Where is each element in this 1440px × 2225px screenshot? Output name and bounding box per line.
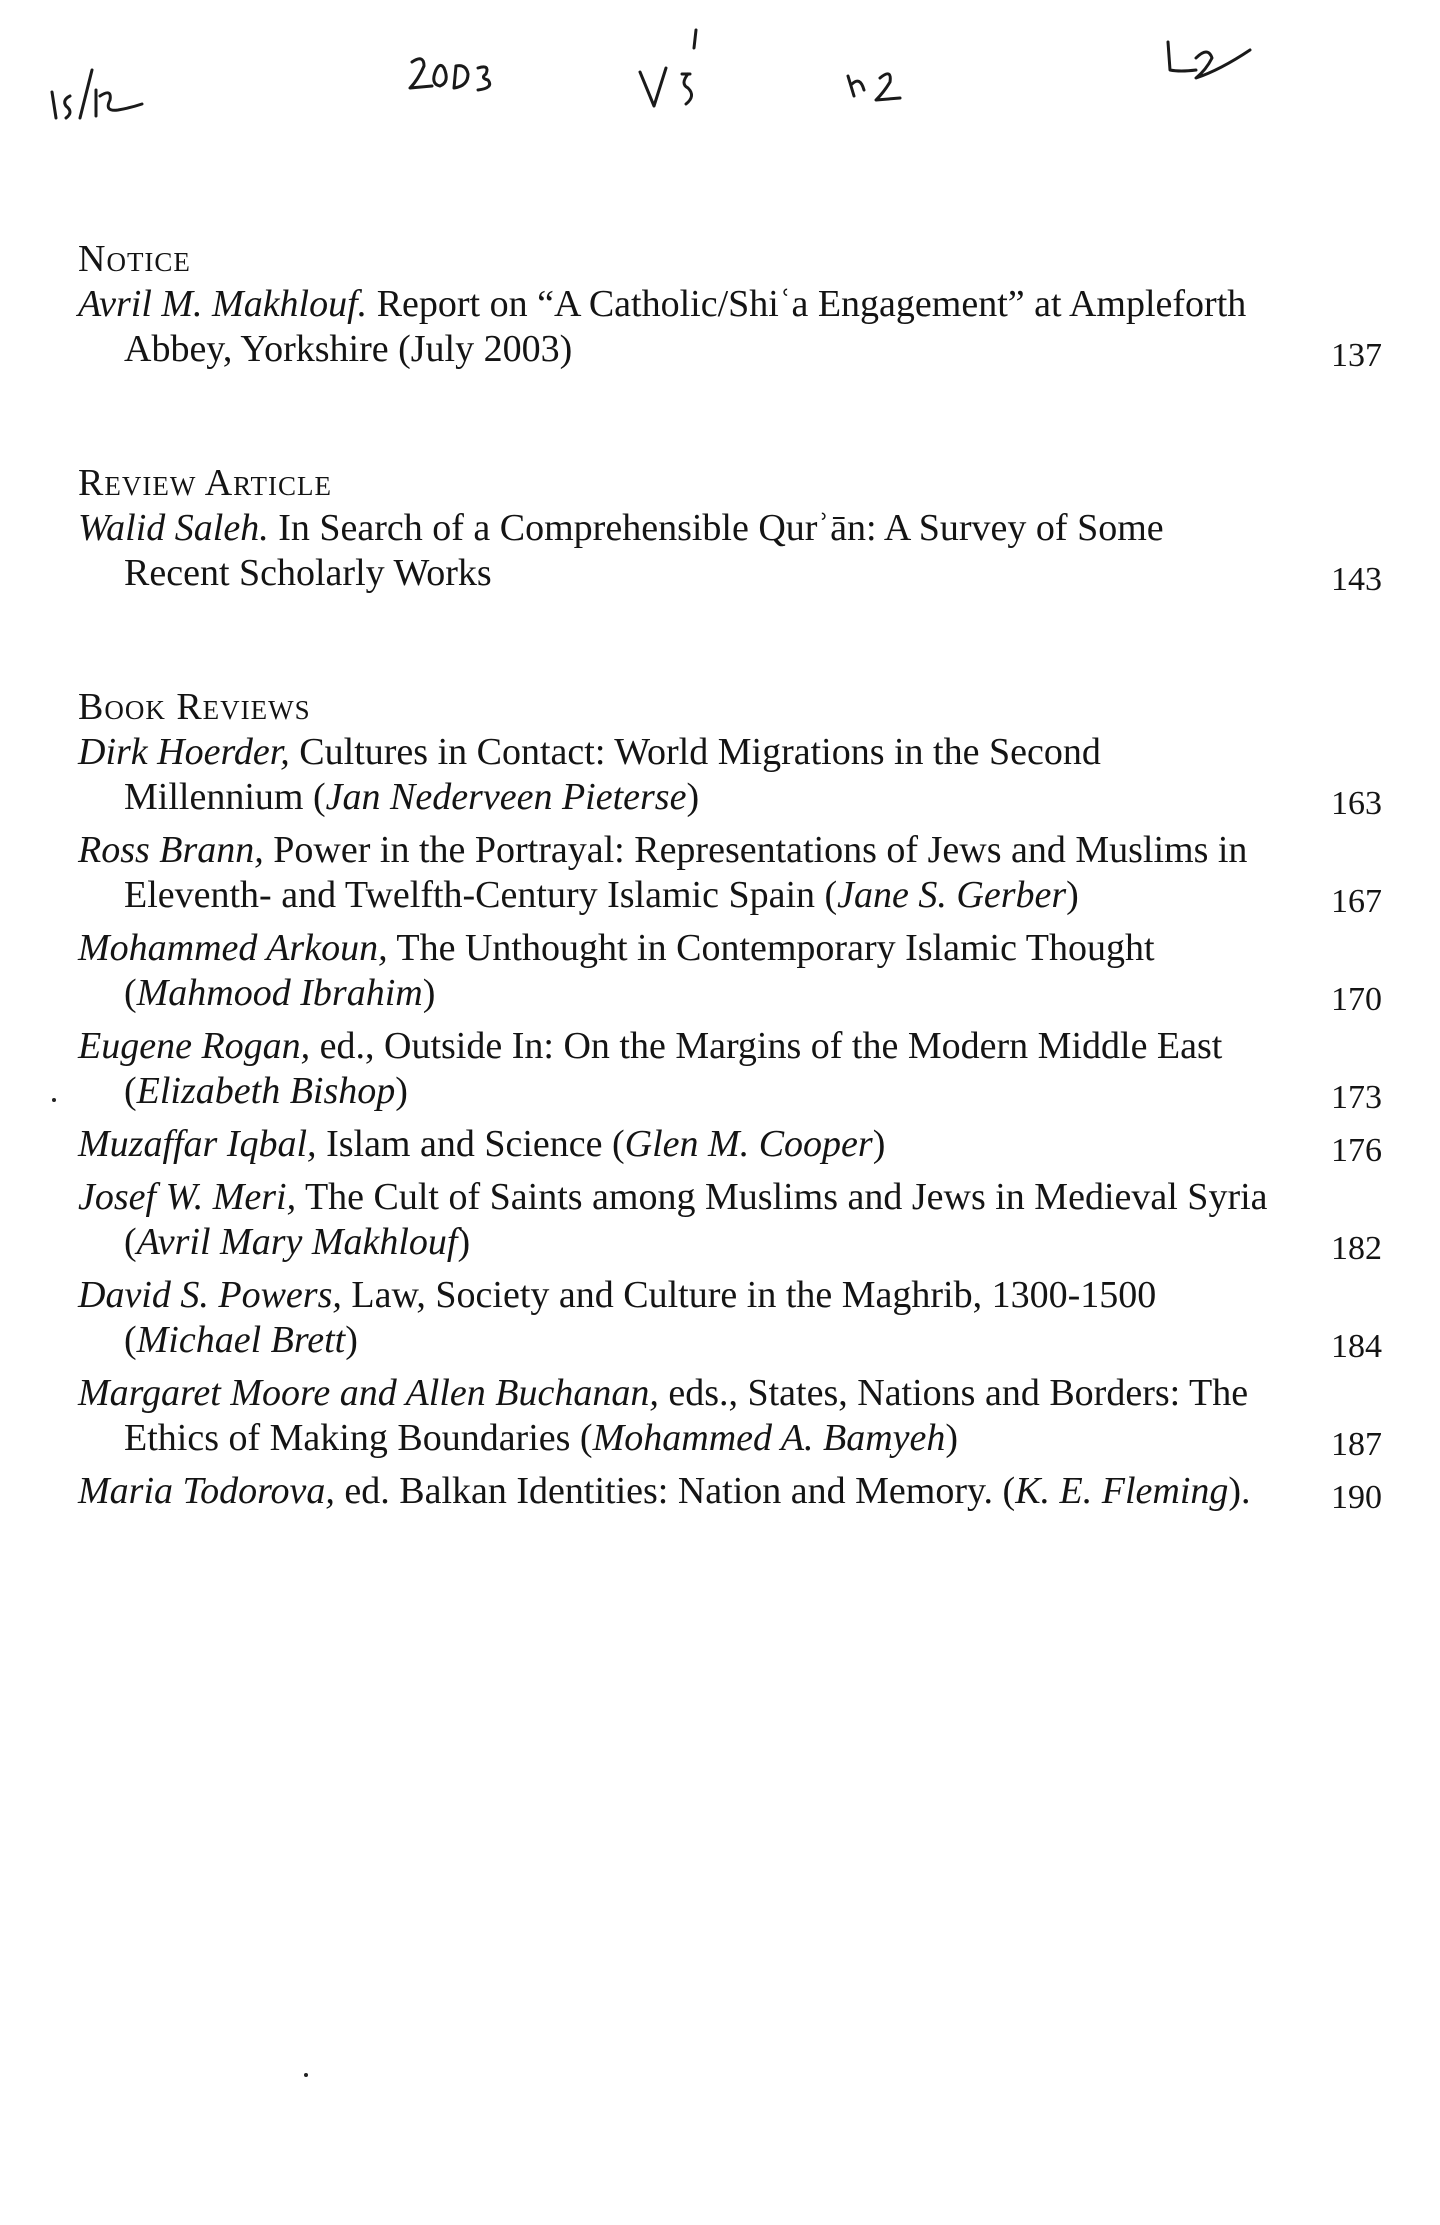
book-review-entry xyxy=(78,1122,1408,1167)
entry-title: ed. Balkan Identities: Nation and Memory. ( xyxy=(334,1470,1016,1512)
entry-reviewer: Mahmood Ibrahim xyxy=(136,972,423,1014)
book-review-entry xyxy=(78,828,1408,918)
entry-title: Islam and Science ( xyxy=(316,1123,625,1165)
entry-close: ) xyxy=(345,1319,358,1361)
book-review-entry xyxy=(78,730,1408,820)
notice-entry xyxy=(78,282,1408,372)
entry-reviewer: Jan Nederveen Pieterse xyxy=(325,776,687,818)
entry-close: ) xyxy=(1066,874,1079,916)
review-article-entry xyxy=(78,506,1408,596)
entry-text xyxy=(78,828,1274,918)
entry-page-number: 182 xyxy=(1331,1230,1382,1267)
entry-author: Muzaffar Iqbal, xyxy=(78,1123,317,1165)
entry-text xyxy=(78,506,1274,596)
notice-heading: Notice xyxy=(78,238,191,280)
entry-page-number: 187 xyxy=(1331,1426,1382,1463)
scan-speck xyxy=(304,2073,308,2077)
scan-speck xyxy=(52,1098,56,1102)
entry-close: ) xyxy=(872,1123,886,1165)
book-review-entry xyxy=(78,1469,1408,1514)
entry-text xyxy=(78,1371,1274,1461)
entry-page-number: 163 xyxy=(1331,785,1382,822)
entry-page-number: 143 xyxy=(1331,561,1382,598)
book-review-entry xyxy=(78,1024,1408,1114)
entry-text xyxy=(78,1122,1274,1167)
entry-title: Cultures in Contact: World Migrations in the Second Millennium ( xyxy=(124,731,1101,818)
book-reviews-heading: Book Reviews xyxy=(78,686,311,728)
entry-title: ed., Outside In: On the Margins of the Modern Middle East ( xyxy=(124,1025,1223,1112)
entry-reviewer: Jane S. Gerber xyxy=(837,874,1067,916)
entry-title: In Search of a Comprehensible Qurʾān: A Survey of Some Recent Scholarly Works xyxy=(124,507,1164,594)
entry-author: Margaret Moore and Allen Buchanan, xyxy=(78,1372,659,1414)
entry-page-number: 190 xyxy=(1331,1479,1382,1516)
book-review-entry xyxy=(78,1273,1408,1363)
entry-close: ) xyxy=(945,1417,959,1459)
review-article-heading: Review Article xyxy=(78,462,333,504)
entry-author: Eugene Rogan, xyxy=(78,1025,311,1067)
entry-close: ) xyxy=(457,1221,471,1263)
entry-text xyxy=(78,1024,1274,1114)
entry-author: David S. Powers, xyxy=(78,1274,342,1316)
entry-title: The Unthought in Contemporary Islamic Thought ( xyxy=(124,927,1155,1014)
entry-author: Ross Brann, xyxy=(78,829,264,871)
book-review-entry xyxy=(78,926,1408,1016)
entry-page-number: 170 xyxy=(1331,981,1382,1018)
entry-close: ) xyxy=(422,972,436,1014)
entry-reviewer: Avril Mary Makhlouf xyxy=(136,1221,458,1263)
entry-author: Josef W. Meri, xyxy=(78,1176,297,1218)
entry-reviewer: K. E. Fleming xyxy=(1015,1470,1229,1512)
entry-title: eds., States, Nations and Borders: The Ethics of Making Boundaries ( xyxy=(124,1372,1249,1459)
entry-author: Mohammed Arkoun, xyxy=(78,927,388,969)
entry-author: Dirk Hoerder, xyxy=(78,731,290,773)
entry-text xyxy=(78,730,1274,820)
entry-page-number: 167 xyxy=(1331,883,1382,920)
entry-reviewer: Elizabeth Bishop xyxy=(136,1070,396,1112)
entry-page-number: 173 xyxy=(1331,1079,1382,1116)
entry-close: ). xyxy=(1228,1470,1251,1512)
entry-text xyxy=(78,282,1274,372)
entry-reviewer: Michael Brett xyxy=(136,1319,346,1361)
entry-text xyxy=(78,1469,1274,1514)
review-article-section xyxy=(78,460,1408,596)
entry-text xyxy=(78,926,1274,1016)
entry-page-number: 184 xyxy=(1331,1328,1382,1365)
book-reviews-section xyxy=(78,684,1408,1522)
book-review-entry xyxy=(78,1371,1408,1461)
entry-close: ) xyxy=(395,1070,408,1112)
entry-page-number: 137 xyxy=(1331,337,1382,374)
entry-author: Maria Todorova, xyxy=(78,1470,335,1512)
notice-section xyxy=(78,236,1408,372)
entry-author: Avril M. Makhlouf. xyxy=(78,283,368,325)
entry-title: The Cult of Saints among Muslims and Jews in Medieval Syria ( xyxy=(124,1176,1268,1263)
entry-reviewer: Glen M. Cooper xyxy=(624,1123,873,1165)
entry-author: Walid Saleh. xyxy=(78,507,269,549)
entry-title: Law, Society and Culture in the Maghrib, 1300-1500 ( xyxy=(124,1274,1157,1361)
entry-title: Report on “A Catholic/Shiʿa Engagement” at Ampleforth Abbey, Yorkshire (July 2003) xyxy=(124,283,1247,370)
entry-close: ) xyxy=(686,776,700,818)
entry-reviewer: Mohammed A. Bamyeh xyxy=(592,1417,946,1459)
entry-text xyxy=(78,1175,1274,1265)
entry-text xyxy=(78,1273,1274,1363)
entry-title: Power in the Portrayal: Representations of Jews and Muslims in Eleventh- and Twelfth-Century Islamic Spain ( xyxy=(124,829,1248,916)
entry-page-number: 176 xyxy=(1331,1132,1382,1169)
book-review-entry xyxy=(78,1175,1408,1265)
